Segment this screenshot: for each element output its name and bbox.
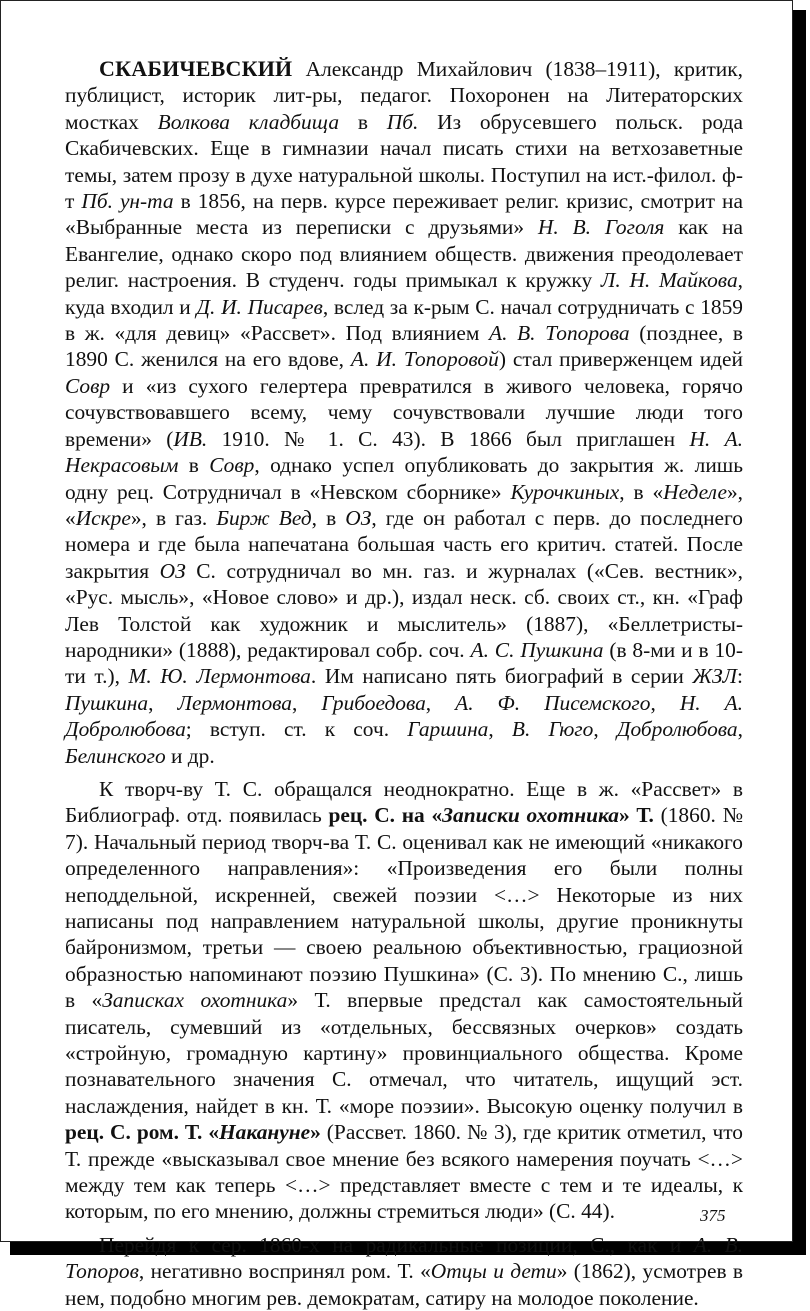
italic-run: Пб. ун-та [81, 189, 174, 214]
italic-run: ОЗ [345, 505, 372, 530]
text-run: : [737, 664, 743, 689]
text-run: , куда входил и [65, 268, 743, 319]
bold-run: рец. С. на « [328, 803, 443, 828]
text-run: , [425, 690, 456, 715]
text-run: » Т. впервые предстал как самостоятельный писатель, сумевший из «отдельных, бессвязных очерков» создать «стройную, громадную картину» провинциального общества. Кроме познавательного значения С. отмечал, что читатель, ищущий эст. наслаждения, найдет в кн. Т. «море поэзии». Высокую оценку получил в [65, 988, 743, 1118]
italic-run: А. В. Топорова [489, 321, 630, 346]
paragraph-2 [65, 776, 743, 1225]
italic-run: Н. В. Гоголя [537, 215, 665, 240]
italic-run: Отцы и дети [430, 1259, 557, 1284]
text-run: Из обрусевшего польск. рода Скабичевских. Еще в гимназии начал писать стихи на ветхозаветные темы, затем прозу в духе натуральной школы. Поступил на ист.-филол. ф-т [65, 109, 744, 214]
italic-run: Бирж Вед [216, 505, 312, 530]
italic-run: Искре [75, 505, 131, 530]
italic-run: Волкова кладбища [157, 109, 340, 134]
text-run: (в 8-ми и в 10-ти т.), [65, 637, 743, 689]
headword: СКАБИЧЕВСКИЙ [99, 56, 293, 81]
italic-run: Л. Н. Майкова [600, 268, 738, 293]
text-run: 1910. № 1. С. 43). В 1866 был приглашен [207, 426, 690, 451]
italic-run: Пушкина [65, 690, 149, 715]
text-run: Перейдя к сер. 1860-х на радикальные позиции, С., как и [99, 1232, 694, 1257]
text-run: (Рассвет. 1860. № 3), где критик отметил, что Т. прежде «высказывал свое мнение без всякого намерения поучать <…> между тем как теперь <…> представляет вместе с тем и те идеалы, к которым, по его мнению, должны стремиться люди» (С. 44). [65, 1120, 743, 1224]
italic-run: Записках охотника [102, 988, 288, 1013]
text-run: и др. [165, 743, 215, 768]
italic-run: А. С. Пушкина [470, 637, 604, 662]
bold-italic-run: Накануне [219, 1120, 311, 1145]
text-run: в 1856, на перв. курсе переживает религ. кризис, смотрит на «Выбранные места из переписки с друзьями» [65, 189, 743, 240]
text-run: , однако успел опубликовать до закрытия ж. лишь одну рец. Сотрудничал в «Невском сборнике» [65, 453, 743, 504]
italic-run: Н. А. Некрасовым [65, 426, 743, 478]
page-number: 375 [700, 1206, 726, 1225]
italic-run: ОЗ [159, 558, 186, 583]
italic-run: Совр [209, 453, 255, 478]
italic-run: А. Ф. Писемского [455, 690, 651, 715]
italic-run: ИВ. [173, 426, 208, 451]
bold-run: рец. С. ром. Т. « [65, 1120, 220, 1145]
article-body [65, 56, 743, 1311]
italic-run: А. В. Топоров [65, 1232, 743, 1284]
text-run: и «из сухого гелертера превратился в живого человека, горячо сочувствовавшего всему, чему сочувствовали лучшие люди того времени» ( [65, 373, 743, 451]
text-run: , [650, 690, 680, 715]
italic-run: М. Ю. Лермонтова [128, 664, 311, 689]
italic-run: Гаршина [407, 717, 489, 742]
text-run: » (1862), усмотрев в нем, подобно многим рев. демократам, сатиру на молодое поколение. [65, 1259, 743, 1310]
text-run: », « [65, 479, 743, 530]
text-run: , негативно воспринял ром. Т. « [138, 1259, 431, 1284]
italic-run: В. Гюго [511, 717, 594, 742]
bold-run: » [310, 1120, 321, 1145]
text-run: , в « [619, 479, 664, 504]
italic-run: Д. И. Писарев [196, 294, 323, 319]
text-run: в [339, 109, 387, 134]
text-run: (позднее, в 1890 С. женился на его вдове, [65, 321, 743, 372]
italic-run: Н. А. Добролюбова [65, 690, 744, 742]
text-run: , в [311, 505, 346, 530]
italic-run: Совр [65, 373, 111, 398]
text-run: как на Евангелие, однако скоро под влиянием обществ. движения преодолевает религ. настроения. В студенч. годы примыкал к кружку [65, 215, 743, 293]
text-run: Александр Михайлович (1838–1911), критик, публицист, историк лит-ры, педагог. Похоронен на Литераторских мостках [65, 57, 743, 134]
text-run: К творч-ву Т. С. обращался неоднократно. Еще в ж. «Рассвет» в Библиограф. отд. появилась [65, 776, 743, 828]
bold-run: » Т. [619, 803, 654, 828]
italic-run: Лермонтова [177, 690, 292, 715]
paragraph-3 [65, 1232, 743, 1311]
text-run: », в газ. [130, 505, 217, 530]
text-run: (1860. № 7). Начальный период творч-ва Т. С. оценивал как не имеющий «никакого определенного направления»: «Произведения его были полны неподдельной, искренней, свежей поэзии <…> Некоторые из них написаны под направлением натуральной школы, другие проникнуты байронизмом, третьи — своею реальною объективностью, грациозной образностью напоминают поэзию Пушкина» (С. 3). По мнению С., лишь в « [65, 803, 743, 1013]
text-run: ; вступ. ст. к соч. [185, 717, 408, 742]
text-run: . Им написано пять биографий в серии [310, 664, 693, 689]
italic-run: Курочкиных [510, 479, 620, 504]
italic-run: Грибоедова [321, 690, 426, 715]
italic-run: ЖЗЛ [692, 664, 738, 689]
italic-run: Белинского [65, 743, 166, 768]
text-run: , [148, 690, 178, 715]
italic-run: Неделе [663, 479, 727, 504]
italic-run: А. И. Топоровой [350, 347, 499, 372]
paragraph-1 [65, 56, 743, 769]
text-run: в [178, 453, 210, 478]
text-run: С. сотрудничал во мн. газ. и журналах («Сев. вестник», «Рус. мысль», «Новое слово» и др.), издал неск. сб. своих ст., кн. «Граф Лев Толстой как художник и мыслитель» (1887), «Беллетристы-народники» (1888), редактировал собр. соч. [65, 558, 743, 662]
text-run: ) стал приверженцем идей [498, 347, 743, 372]
text-run: , [488, 717, 512, 742]
text-run: , вслед за к-рым С. начал сотрудничать с 1859 в ж. «для девиц» «Рассвет». Под влиянием [65, 294, 743, 346]
text-run: , [292, 690, 322, 715]
text-run: , где он работал с перв. до последнего номера и где была напечатана большая часть его критич. статей. После закрытия [65, 505, 743, 583]
italic-run: Пб. [386, 109, 419, 134]
text-run: , [737, 717, 743, 742]
text-run: , [593, 717, 617, 742]
bold-italic-run: Записки охотника [442, 803, 620, 828]
page-shadow-right [793, 10, 806, 1255]
italic-run: Добролюбова [616, 717, 738, 742]
